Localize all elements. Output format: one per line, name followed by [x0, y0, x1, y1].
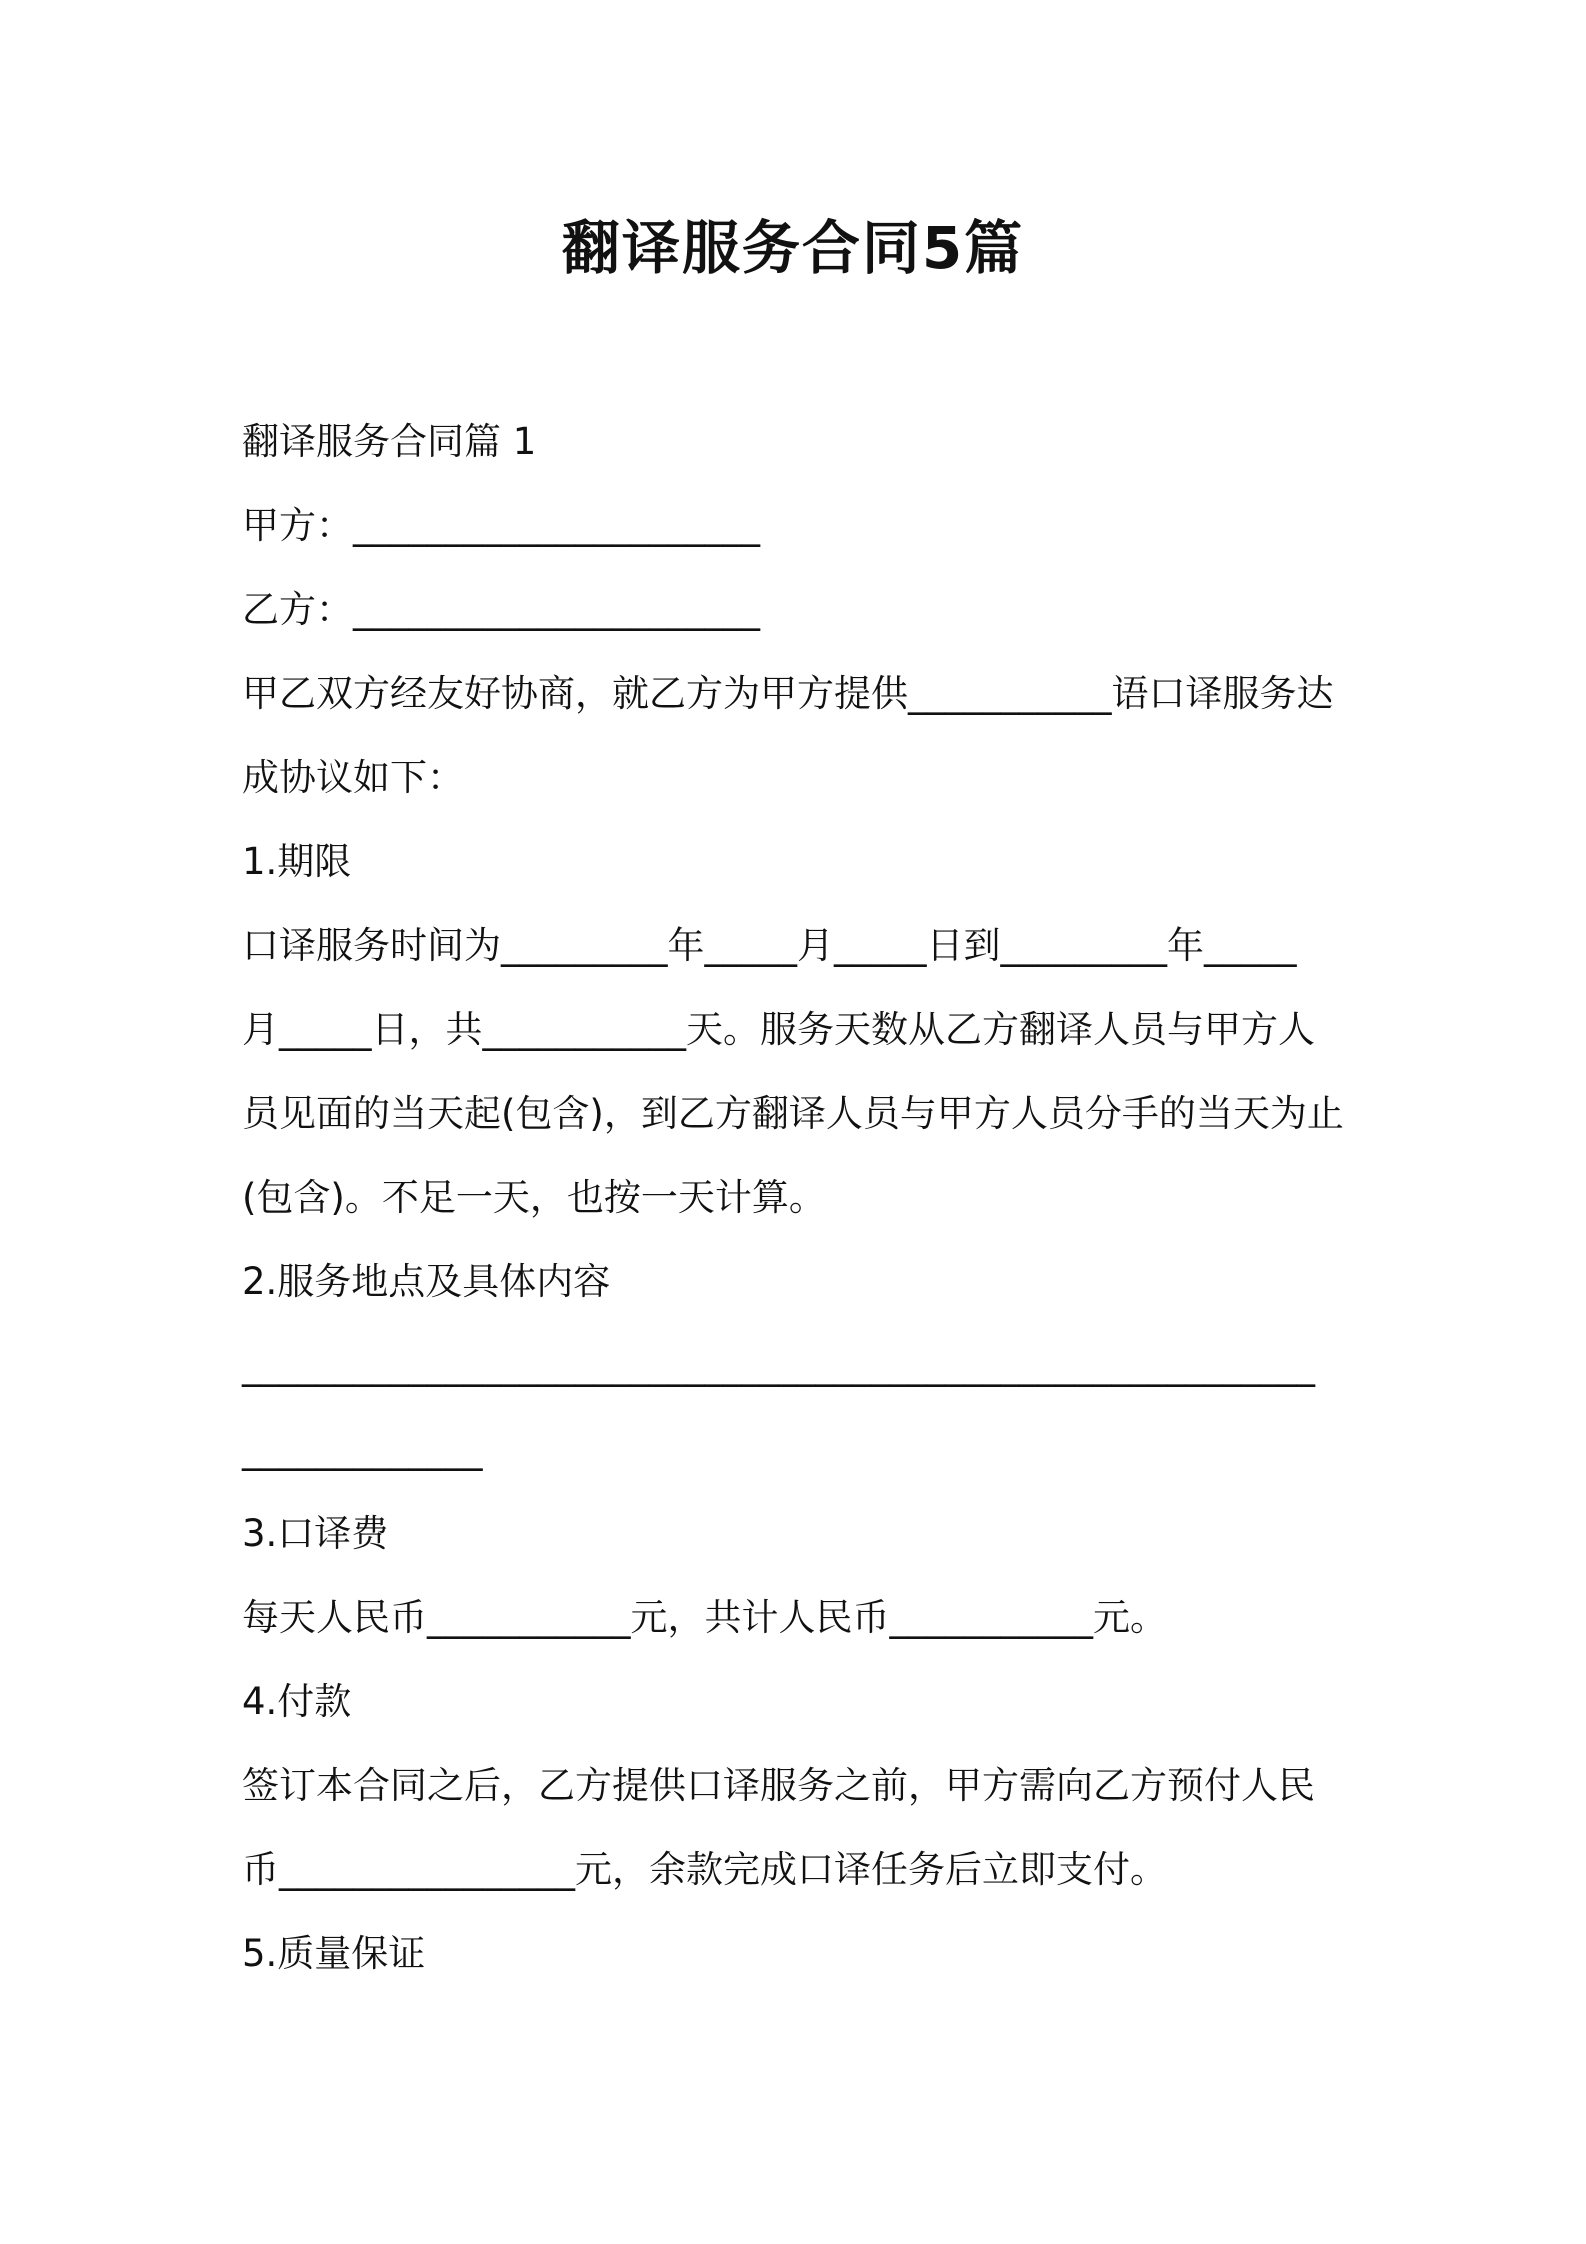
clause-heading-quality: 5.质量保证 — [242, 1932, 426, 1975]
paragraph-line: 每天人民币___________元，共计人民币___________元。 — [242, 1596, 1167, 1639]
clause-heading-term: 1.期限 — [242, 840, 352, 883]
clause-heading-fee: 3.口译费 — [242, 1512, 389, 1555]
clause-heading-payment: 4.付款 — [242, 1680, 352, 1723]
paragraph-line: 员见面的当天起(包含)，到乙方翻译人员与甲方人员分手的当天为止 — [242, 1092, 1344, 1135]
party-a-line: 甲方：______________________ — [242, 504, 760, 547]
document-body — [242, 400, 1362, 1996]
paragraph-line: 币________________元，余款完成口译任务后立即支付。 — [242, 1848, 1167, 1891]
clause-heading-location: 2.服务地点及具体内容 — [242, 1260, 611, 1303]
party-b-line: 乙方：______________________ — [242, 588, 760, 631]
document-title: 翻译服务合同5篇 — [561, 214, 1025, 282]
paragraph-line: 签订本合同之后，乙方提供口译服务之前，甲方需向乙方预付人民 — [242, 1764, 1315, 1807]
section-heading: 翻译服务合同篇 1 — [242, 420, 537, 463]
paragraph-line: 月_____日，共___________天。服务天数从乙方翻译人员与甲方人 — [242, 1008, 1315, 1051]
blank-fill-line: __________________________________________________________ — [242, 1344, 1315, 1387]
blank-fill-line: _____________ — [242, 1428, 483, 1471]
paragraph-line: 甲乙双方经友好协商，就乙方为甲方提供___________语口译服务达 — [242, 672, 1334, 715]
paragraph-line: 成协议如下： — [242, 756, 464, 799]
paragraph-line: 口译服务时间为_________年_____月_____日到_________年_____ — [242, 924, 1297, 967]
paragraph-line: (包含)。不足一天，也按一天计算。 — [242, 1176, 826, 1219]
